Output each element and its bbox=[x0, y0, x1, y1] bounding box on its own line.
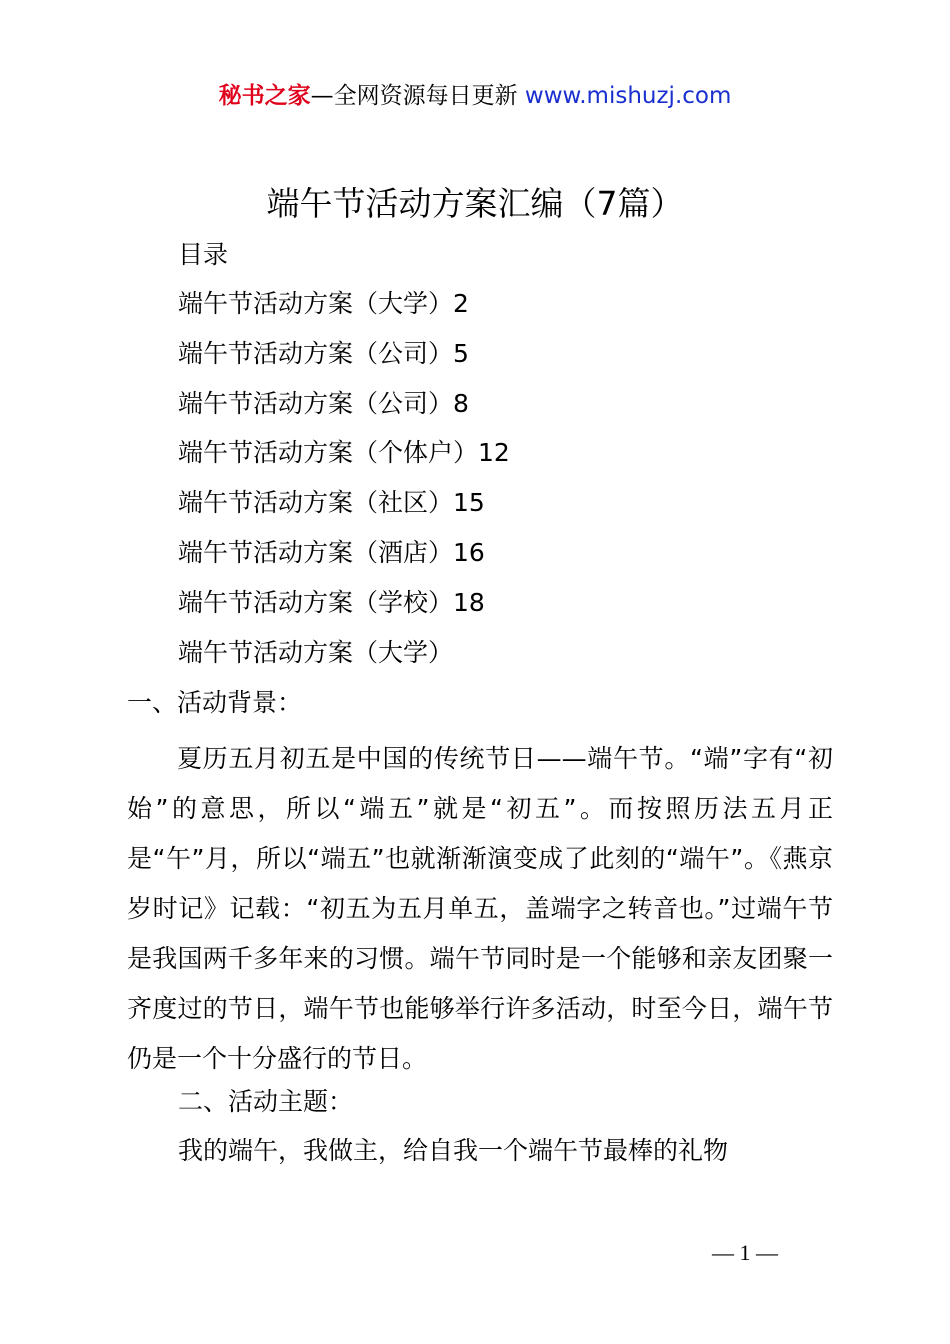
section-heading-theme: 二、活动主题： bbox=[178, 1087, 354, 1116]
background-paragraph bbox=[127, 734, 833, 1084]
section-heading-background: 一、活动背景： bbox=[127, 688, 303, 717]
toc-item: 端午节活动方案（公司）8 bbox=[178, 389, 469, 418]
background-paragraph-text: 夏历五月初五是中国的传统节日——端午节。“端”字有“初始”的意思，所以“端五”就是“初五”。而按照历法五月正是“午”月，所以“端五”也就渐渐演变成了此刻的“端午”。《燕京岁时记》记载：“初五为五月单五，盖端字之转音也。”过端午节是我国两千多年来的习惯。端午节同时是一个能够和亲友团聚一齐度过的节日，端午节也能够举行许多活动，时至今日，端午节仍是一个十分盛行的节日。 bbox=[127, 744, 833, 1073]
toc-item: 端午节活动方案（大学）2 bbox=[178, 289, 469, 318]
toc-item: 端午节活动方案（个体户）12 bbox=[178, 438, 510, 467]
site-url-link[interactable]: www.mishuzj.com bbox=[524, 83, 732, 109]
theme-paragraph: 我的端午，我做主，给自我一个端午节最棒的礼物 bbox=[178, 1136, 729, 1165]
toc-item: 端午节活动方案（酒店）16 bbox=[178, 538, 485, 567]
toc-heading: 目录 bbox=[178, 240, 229, 269]
site-header bbox=[0, 78, 950, 114]
page-number: — 1 — bbox=[712, 1240, 778, 1265]
section-title: 端午节活动方案（大学） bbox=[178, 638, 454, 667]
toc-item: 端午节活动方案（社区）15 bbox=[178, 488, 485, 517]
site-brand: 秘书之家 bbox=[218, 83, 311, 109]
toc-item: 端午节活动方案（公司）5 bbox=[178, 339, 469, 368]
site-slogan: —全网资源每日更新 bbox=[310, 83, 518, 109]
toc-item: 端午节活动方案（学校）18 bbox=[178, 588, 485, 617]
document-title: 端午节活动方案汇编（7篇） bbox=[266, 184, 684, 223]
